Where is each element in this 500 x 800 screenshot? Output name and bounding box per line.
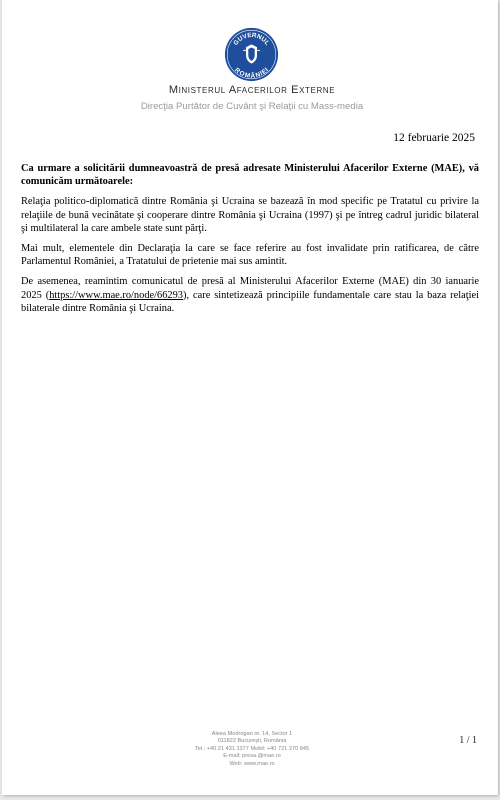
emblem-top-text: GUVERNUL: [232, 31, 271, 47]
footer-phones: Tel.: +40 21 431 1377 Mobil: +40 721 270 845: [194, 745, 310, 752]
footer-web: Web: www.mae.ro: [229, 760, 275, 767]
document-page: [2, 0, 498, 795]
footer-contact: [2, 731, 500, 768]
emblem-bottom-text: ROMÂNIEI: [233, 66, 271, 80]
government-emblem-icon: [224, 27, 279, 82]
directorate-name: Direcţia Purtător de Cuvânt şi Relaţii cu Mass-media: [140, 101, 364, 112]
document-date: 12 februarie 2025: [393, 132, 475, 144]
lead-paragraph: Ca urmare a solicitării dumneavoastră de presă adresate Ministerului Afacerilor Externe (MAE), vă comunicăm următoarele:: [21, 163, 479, 188]
paragraph-press-release-end: ), care sintetizează principiile fundamentale care stau la baza relaţiei bilaterale dintre România şi Ucraina.: [21, 289, 479, 314]
paragraph-treaty: Relaţia politico-diplomatică dintre România şi Ucraina se bazează în mod specific pe Tratatul cu privire la relaţiile de bună vecinătate şi cooperare dintre România şi Ucraina (1997) şi pe întreg cadrul juridic bilateral şi multilateral la care ambele state sunt părţi.: [21, 196, 479, 234]
ministry-name: Ministerul Afacerilor Externe: [168, 84, 336, 96]
press-release-link[interactable]: https://www.mae.ro/node/66293: [49, 289, 183, 301]
footer-city: 011822 Bucureşti, România: [217, 738, 287, 745]
page-number: 1 / 1: [459, 735, 477, 746]
paragraph-declaration: Mai mult, elementele din Declaraţia la care se face referire au fost invalidate prin ratificarea, de către Parlamentul României, a Tratatului de prietenie mai sus amintit.: [21, 243, 479, 268]
document-body: [21, 162, 479, 322]
paragraph-press-release-start: De asemenea, reamintim comunicatul de presă al Ministerului Afacerilor Externe (MAE) din 30 ianuarie 2025 (: [21, 276, 479, 301]
footer-email: E-mail: presa.@mae.ro: [223, 753, 281, 760]
paragraph-press-release: [21, 275, 479, 315]
footer-address: Aleea Modrogan nr. 14, Sector 1: [211, 731, 293, 737]
